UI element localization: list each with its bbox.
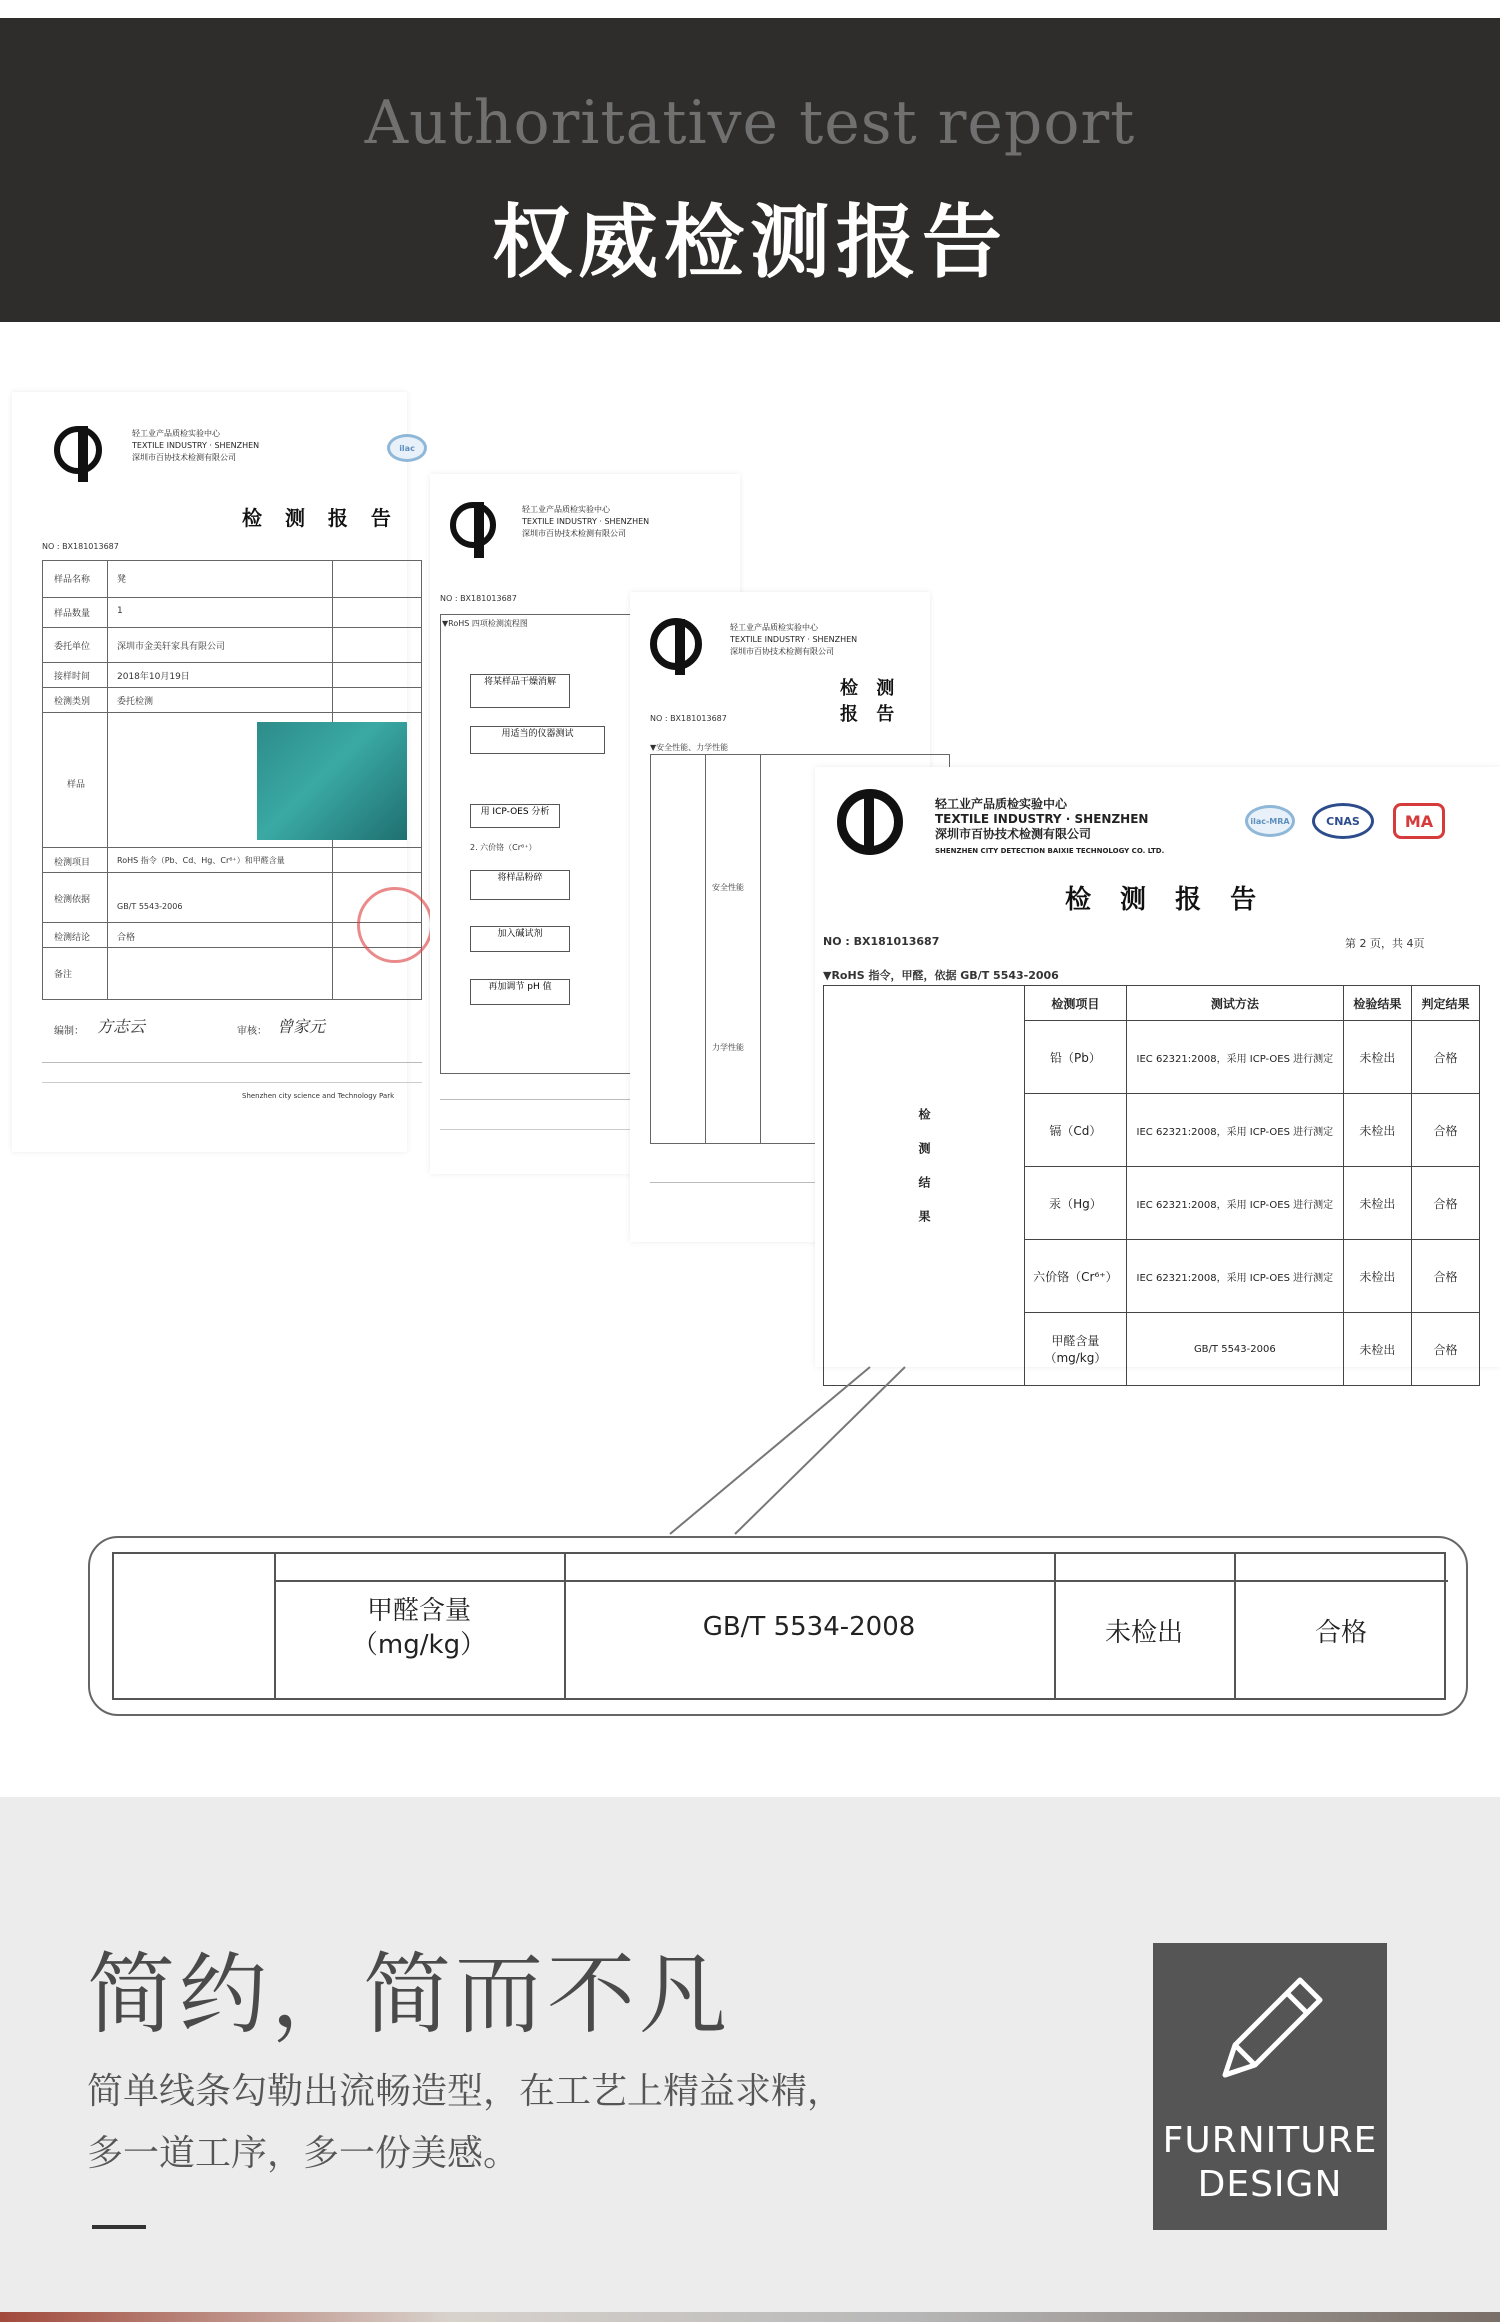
header-title-cn: 权威检测报告: [492, 196, 1008, 289]
field-value: RoHS 指令（Pb、Cd、Hg、Cr⁶⁺）和甲醛含量: [117, 856, 285, 865]
feature-section: [0, 1797, 1500, 2322]
feature-description: [87, 2061, 987, 2185]
field-value: 委托检测: [117, 697, 154, 707]
table-caption: ▼安全性能、力学性能: [650, 743, 729, 752]
pencil-icon: [1205, 1965, 1335, 2095]
rohs-caption: ▼RoHS 指令，甲醛，依据 GB/T 5543-2006: [823, 969, 1059, 982]
org-name: 轻工业产品质检实验中心 TEXTILE INDUSTRY · SHENZHEN 深圳市百协技术检测有限公司 SHENZHEN CITY DETECTION BAIXIE TECHNOLOGY CO. LTD.: [935, 797, 1165, 855]
cell-method: IEC 62321:2008，采用 ICP-OES 进行测定: [1126, 1240, 1343, 1313]
callout-result: 未检出: [1104, 1618, 1183, 1648]
field-label: 检测类别: [54, 697, 91, 707]
flow-step: 用 ICP-OES 分析: [470, 804, 560, 828]
flow-step: 将样品粉碎: [470, 870, 570, 900]
field-label: 样品: [67, 780, 86, 790]
badge-label: [1153, 2119, 1387, 2207]
signature-author: 方志云: [97, 1017, 146, 1036]
feature-line-1: 简单线条勾勒出流畅造型，在工艺上精益求精，: [87, 2071, 844, 2112]
cell-result: 未检出: [1343, 1240, 1411, 1313]
zoom-callout: [88, 1536, 1468, 1716]
signature-label: 编制：: [54, 1026, 84, 1037]
cell-item: 汞（Hg）: [1025, 1167, 1127, 1240]
ilac-seal-icon: ilac: [387, 434, 427, 462]
cell-item: 甲醛含量 （mg/kg）: [1025, 1313, 1127, 1386]
field-value: 凳: [117, 575, 127, 585]
callout-table-row: [112, 1552, 1446, 1700]
field-value: 深圳市金美轩家具有限公司: [117, 642, 226, 652]
accent-dash: [92, 2225, 146, 2229]
report-no: NO : BX181013687: [650, 714, 727, 723]
col-header: 检测项目: [1025, 986, 1127, 1021]
signature-reviewer: 曾家元: [277, 1017, 326, 1036]
report-no: NO : BX181013687: [823, 935, 940, 948]
furniture-design-badge: [1153, 1943, 1387, 2230]
cell-result: 未检出: [1343, 1313, 1411, 1386]
cell-result: 未检出: [1343, 1021, 1411, 1094]
flow-step: 再加调节 pH 值: [470, 979, 570, 1005]
field-label: 样品数量: [54, 609, 91, 619]
doc-title: 检 测 报 告: [840, 678, 901, 725]
ilac-seal-icon: ilac-MRA: [1245, 805, 1295, 837]
flow-step: 加入碱试剂: [470, 926, 570, 952]
category-label: 安全性能: [712, 883, 744, 892]
top-strip: [0, 0, 1500, 18]
col-header: 检验结果: [1343, 986, 1411, 1021]
cell-method: GB/T 5543-2006: [1126, 1313, 1343, 1386]
cnas-seal-icon: CNAS: [1312, 803, 1374, 839]
report-no: NO : BX181013687: [42, 542, 119, 551]
callout-verdict: 合格: [1314, 1618, 1367, 1648]
signature-label: 审核：: [237, 1026, 267, 1037]
cell-verdict: 合格: [1411, 1021, 1479, 1094]
field-label: 接样时间: [54, 672, 91, 682]
flow-step: 将某样品干燥消解: [470, 674, 570, 708]
cell-verdict: 合格: [1411, 1313, 1479, 1386]
field-label: 备注: [54, 970, 73, 980]
feature-line-2: 多一道工序，多一份美感。: [87, 2133, 520, 2174]
cell-item: 铅（Pb）: [1025, 1021, 1127, 1094]
header-banner: [0, 18, 1500, 322]
result-vertical-label: 检测结果: [824, 986, 1025, 1386]
field-label: 检测依据: [54, 895, 91, 905]
flow-step: 2. 六价铬（Cr⁶⁺）: [470, 843, 537, 852]
flow-caption: ▼RoHS 四项检测流程图: [442, 619, 528, 628]
col-header: 判定结果: [1411, 986, 1479, 1021]
field-label: 样品名称: [54, 575, 91, 585]
doc-title: 检 测 报 告: [1065, 885, 1267, 915]
cell-item: 镉（Cd）: [1025, 1094, 1127, 1167]
bottom-image-edge: [0, 2312, 1500, 2322]
cell-verdict: 合格: [1411, 1094, 1479, 1167]
field-value: 2018年10月19日: [117, 672, 190, 682]
col-header: 测试方法: [1126, 986, 1343, 1021]
page-info: 第 2 页，共 4页: [1345, 937, 1425, 950]
field-value: 合格: [117, 933, 136, 943]
cell-result: 未检出: [1343, 1094, 1411, 1167]
field-value: GB/T 5543-2006: [117, 902, 183, 911]
cell-item: 六价铬（Cr⁶⁺）: [1025, 1240, 1127, 1313]
cell-verdict: 合格: [1411, 1240, 1479, 1313]
ma-seal-icon: MA: [1393, 803, 1445, 839]
cell-method: IEC 62321:2008，采用 ICP-OES 进行测定: [1126, 1167, 1343, 1240]
org-name: 轻工业产品质检实验中心 TEXTILE INDUSTRY · SHENZHEN 深圳市百协技术检测有限公司: [730, 623, 858, 656]
field-label: 检测结论: [54, 933, 91, 943]
field-label: 委托单位: [54, 642, 91, 652]
footer-text: Shenzhen city science and Technology Park: [242, 1092, 395, 1100]
badge-line-1: FURNITURE: [1162, 2120, 1378, 2161]
flow-step: 用适当的仪器测试: [470, 726, 605, 754]
org-name: 轻工业产品质检实验中心 TEXTILE INDUSTRY · SHENZHEN 深圳市百协技术检测有限公司: [522, 505, 650, 538]
category-label: 力学性能: [712, 1043, 744, 1052]
report-no: NO : BX181013687: [440, 594, 517, 603]
cell-result: 未检出: [1343, 1167, 1411, 1240]
header-title-en: Authoritative test report: [364, 88, 1136, 158]
callout-item: 甲醛含量 （mg/kg）: [351, 1596, 487, 1660]
doc-title: 检 测 报 告: [242, 506, 399, 530]
feature-title: 简约，简而不凡: [87, 1943, 732, 2046]
cell-verdict: 合格: [1411, 1167, 1479, 1240]
callout-method: GB/T 5534-2008: [702, 1612, 916, 1642]
field-label: 检测项目: [54, 858, 91, 868]
cell-method: IEC 62321:2008，采用 ICP-OES 进行测定: [1126, 1021, 1343, 1094]
org-name: 轻工业产品质检实验中心 TEXTILE INDUSTRY · SHENZHEN 深圳市百协技术检测有限公司: [132, 429, 260, 462]
cell-method: IEC 62321:2008，采用 ICP-OES 进行测定: [1126, 1094, 1343, 1167]
field-value: 1: [117, 606, 123, 616]
badge-line-2: DESIGN: [1197, 2164, 1343, 2205]
